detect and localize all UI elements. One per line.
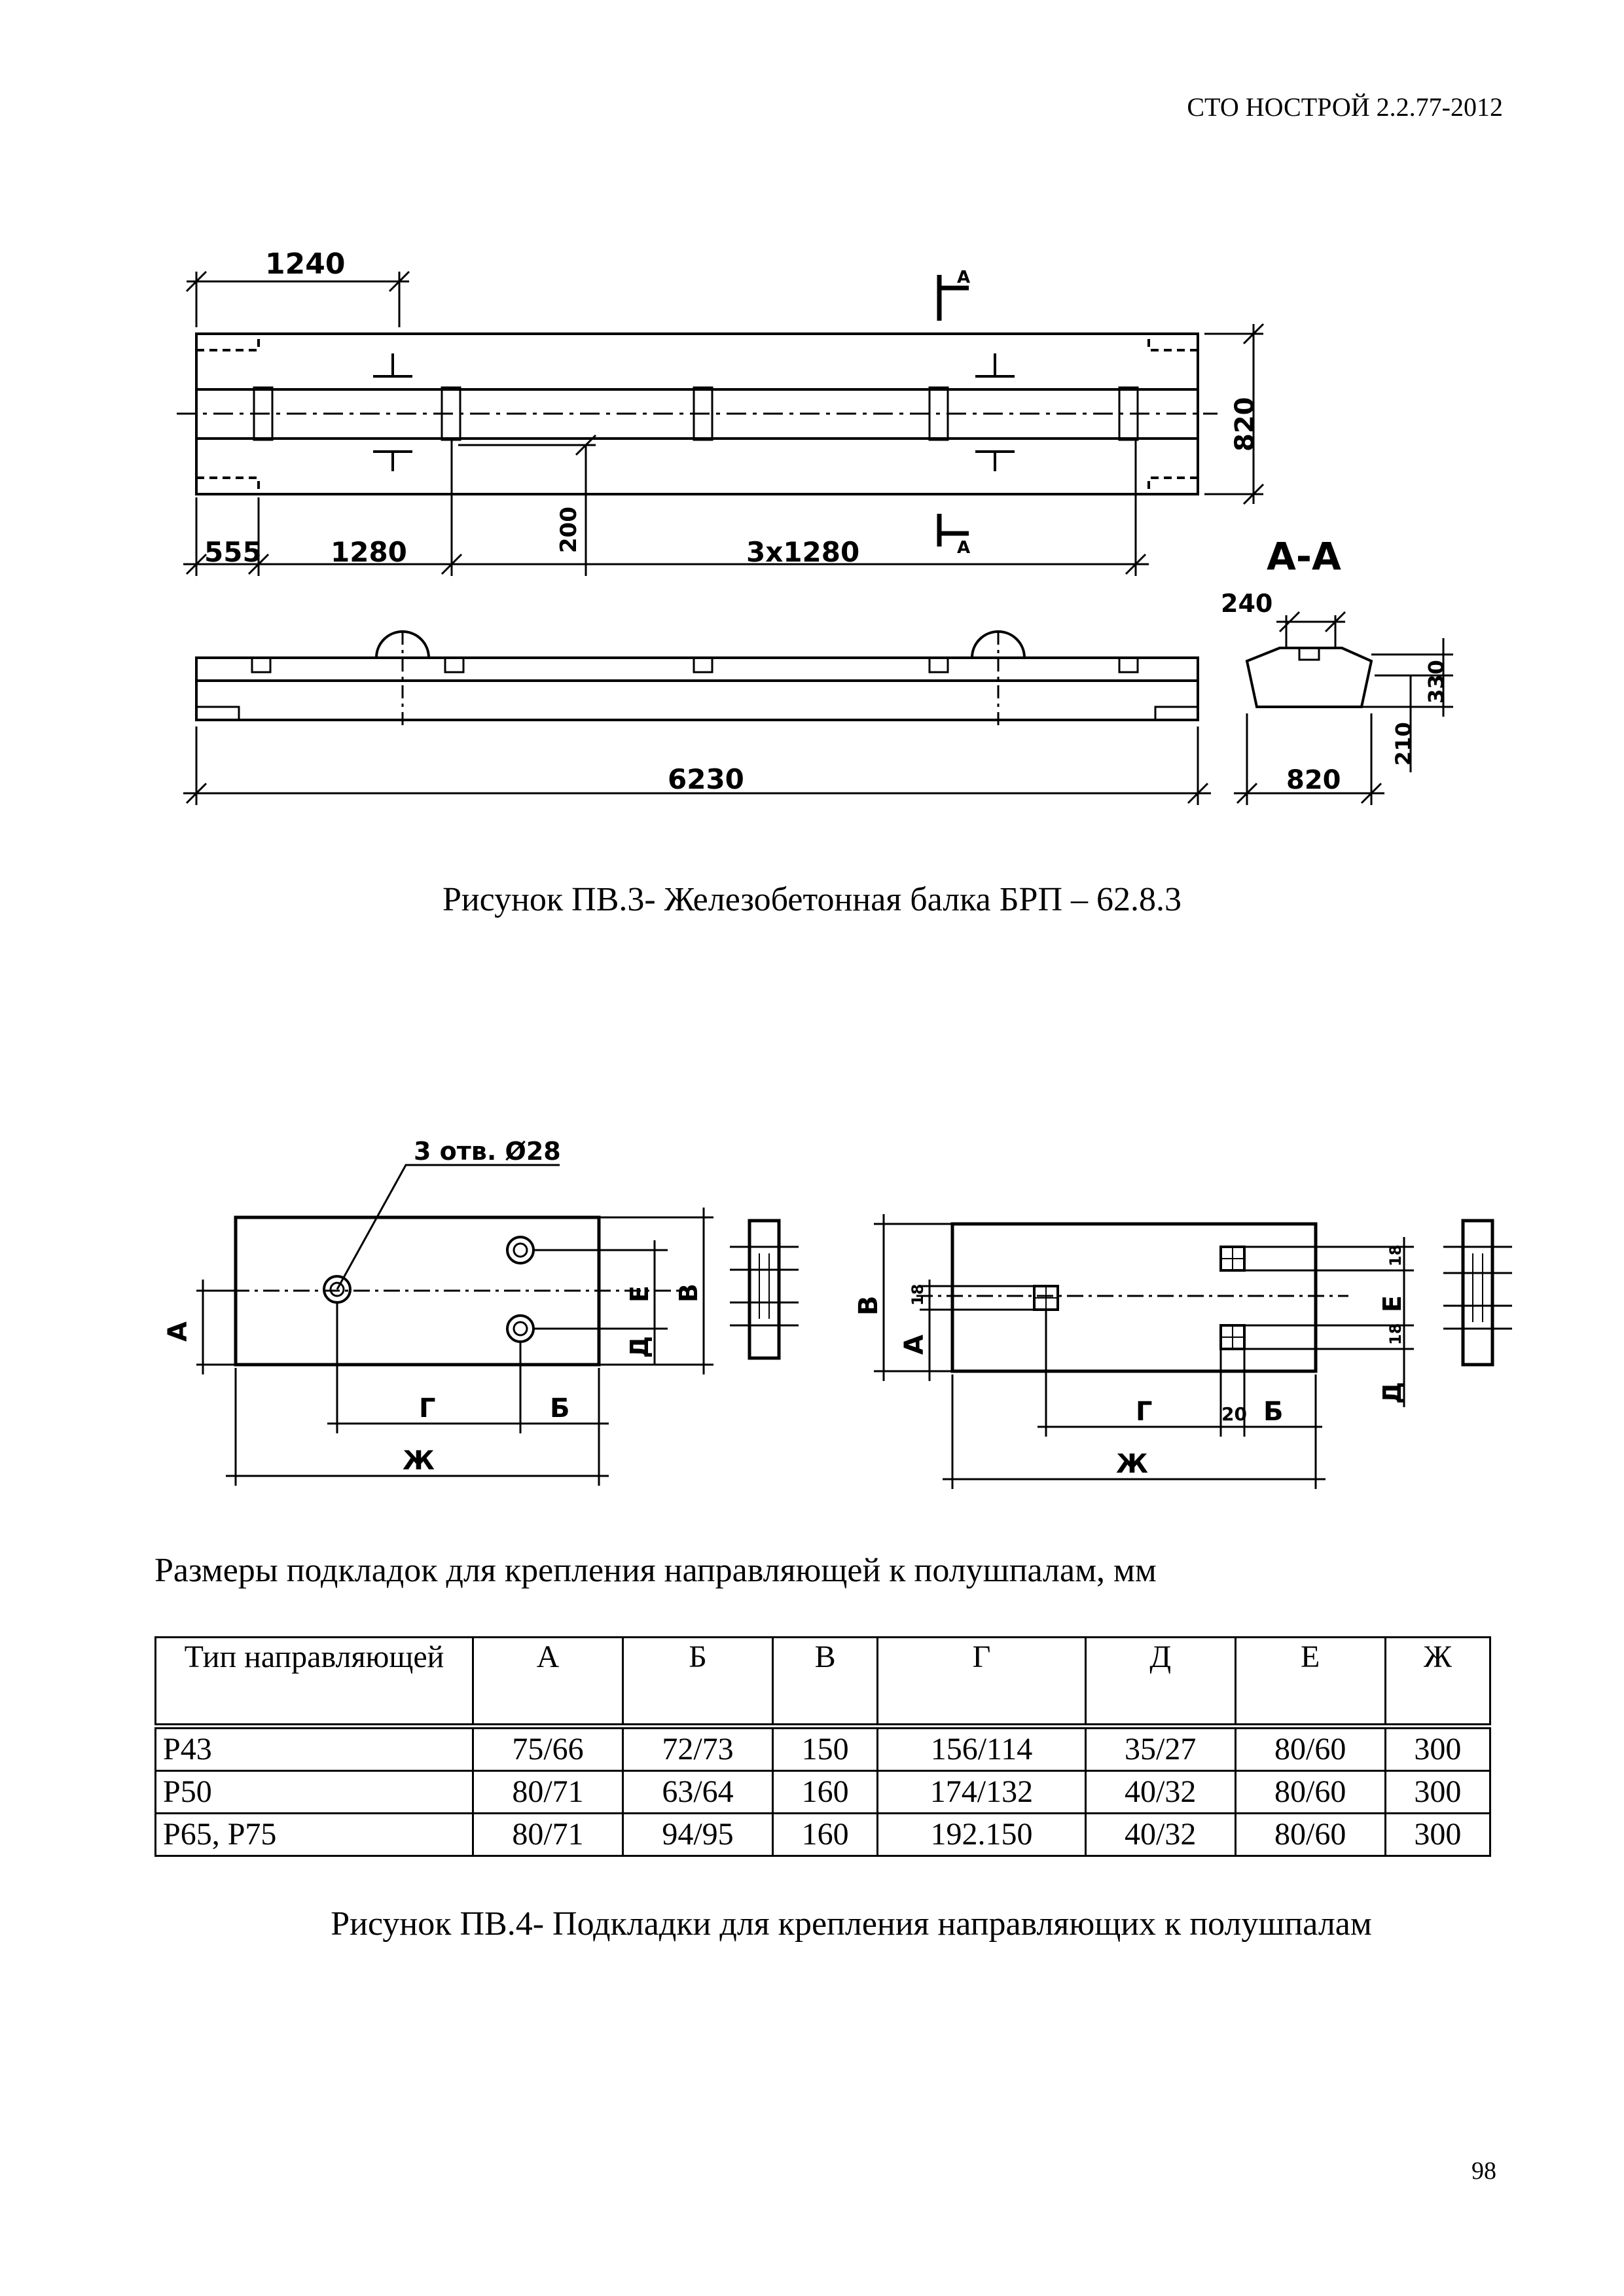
holes-label: 3 отв. Ø28 — [414, 1137, 561, 1166]
section-mark-top: A — [957, 268, 971, 287]
table-cell: 300 — [1385, 1771, 1490, 1814]
table-cell: 63/64 — [623, 1771, 773, 1814]
dim-1280: 1280 — [331, 536, 407, 568]
dim-18-top: 18 — [1386, 1244, 1405, 1266]
dim-A-right: А — [899, 1335, 929, 1355]
dim-6230: 6230 — [668, 763, 744, 795]
table-cell: 192.150 — [878, 1814, 1085, 1856]
dim-E-left: Е — [625, 1285, 654, 1302]
plan-dimensions — [183, 247, 1263, 576]
figure2-caption: Рисунок ПВ.4- Подкладки для крепления направляющих к полушпалам — [331, 1905, 1372, 1943]
pad-dimensions-table — [154, 1636, 1491, 1857]
dim-Zh-right: Ж — [1116, 1449, 1148, 1479]
document-code: СТО НОСТРОЙ 2.2.77-2012 — [1187, 92, 1503, 122]
table-header-row — [156, 1638, 1490, 1727]
dim-V-left: В — [674, 1283, 703, 1302]
table-cell: 80/71 — [473, 1814, 623, 1856]
dim-B-right: Б — [1263, 1397, 1284, 1427]
dim-V-right: В — [854, 1295, 884, 1316]
dim-B-left: Б — [550, 1393, 570, 1424]
table-cell: 72/73 — [623, 1727, 773, 1771]
pad-round-holes — [163, 1137, 799, 1486]
table-cell: Р43 — [156, 1727, 473, 1771]
figure1-caption: Рисунок ПВ.3- Железобетонная балка БРП – 62.8.3 — [442, 881, 1182, 918]
dim-555: 555 — [204, 536, 262, 568]
table-cell: 94/95 — [623, 1814, 773, 1856]
table-row — [156, 1727, 1490, 1771]
table-header: В — [773, 1638, 878, 1727]
dim-E-right: Е — [1378, 1295, 1407, 1312]
dim-330: 330 — [1424, 660, 1449, 704]
page-number: 98 — [1471, 2157, 1496, 2185]
dim-A-left: А — [163, 1321, 193, 1342]
beam-section-aa — [1221, 534, 1453, 805]
table-cell: Р50 — [156, 1771, 473, 1814]
dim-G-left: Г — [419, 1393, 436, 1424]
table-cell: 174/132 — [878, 1771, 1085, 1814]
dim-3x1280: 3x1280 — [746, 536, 860, 568]
table-cell: 40/32 — [1085, 1771, 1235, 1814]
dim-820-section: 820 — [1286, 765, 1341, 795]
table-header: Д — [1085, 1638, 1235, 1727]
dim-240: 240 — [1221, 589, 1273, 618]
table-header: Е — [1235, 1638, 1385, 1727]
table-cell: 35/27 — [1085, 1727, 1235, 1771]
table-cell: 160 — [773, 1814, 878, 1856]
table-cell: Р65, Р75 — [156, 1814, 473, 1856]
dim-Zh-left: Ж — [403, 1446, 435, 1476]
table-row — [156, 1771, 1490, 1814]
table-header: Тип направляющей — [156, 1638, 473, 1727]
table-title: Размеры подкладок для крепления направляющей к полушпалам, мм — [154, 1552, 1157, 1589]
section-title: A-A — [1267, 534, 1341, 579]
table-cell: 40/32 — [1085, 1814, 1235, 1856]
table-header: Г — [878, 1638, 1085, 1727]
dim-820-plan: 820 — [1230, 397, 1260, 452]
table-cell: 80/60 — [1235, 1727, 1385, 1771]
dim-18-left: 18 — [909, 1283, 927, 1306]
section-mark-bottom: A — [957, 538, 971, 558]
table-cell: 156/114 — [878, 1727, 1085, 1771]
dim-1240: 1240 — [265, 247, 346, 281]
table-cell: 160 — [773, 1771, 878, 1814]
dim-200: 200 — [556, 507, 582, 553]
beam-plan-view — [177, 268, 1218, 558]
table-cell: 300 — [1385, 1727, 1490, 1771]
beam-side-view — [183, 632, 1211, 805]
table-cell: 80/60 — [1235, 1814, 1385, 1856]
table-header: А — [473, 1638, 623, 1727]
dim-20: 20 — [1221, 1403, 1247, 1425]
table-cell: 75/66 — [473, 1727, 623, 1771]
dim-18-bottom: 18 — [1386, 1323, 1405, 1345]
table-header: Б — [623, 1638, 773, 1727]
dim-210: 210 — [1391, 722, 1416, 766]
dim-D-right: Д — [1378, 1382, 1407, 1404]
table-cell: 300 — [1385, 1814, 1490, 1856]
table-header: Ж — [1385, 1638, 1490, 1727]
dim-G-right: Г — [1136, 1397, 1153, 1427]
dim-D-left: Д — [625, 1336, 654, 1358]
table-cell: 150 — [773, 1727, 878, 1771]
table-row — [156, 1814, 1490, 1856]
pad-square-holes — [854, 1214, 1512, 1489]
table-cell: 80/60 — [1235, 1771, 1385, 1814]
table-cell: 80/71 — [473, 1771, 623, 1814]
